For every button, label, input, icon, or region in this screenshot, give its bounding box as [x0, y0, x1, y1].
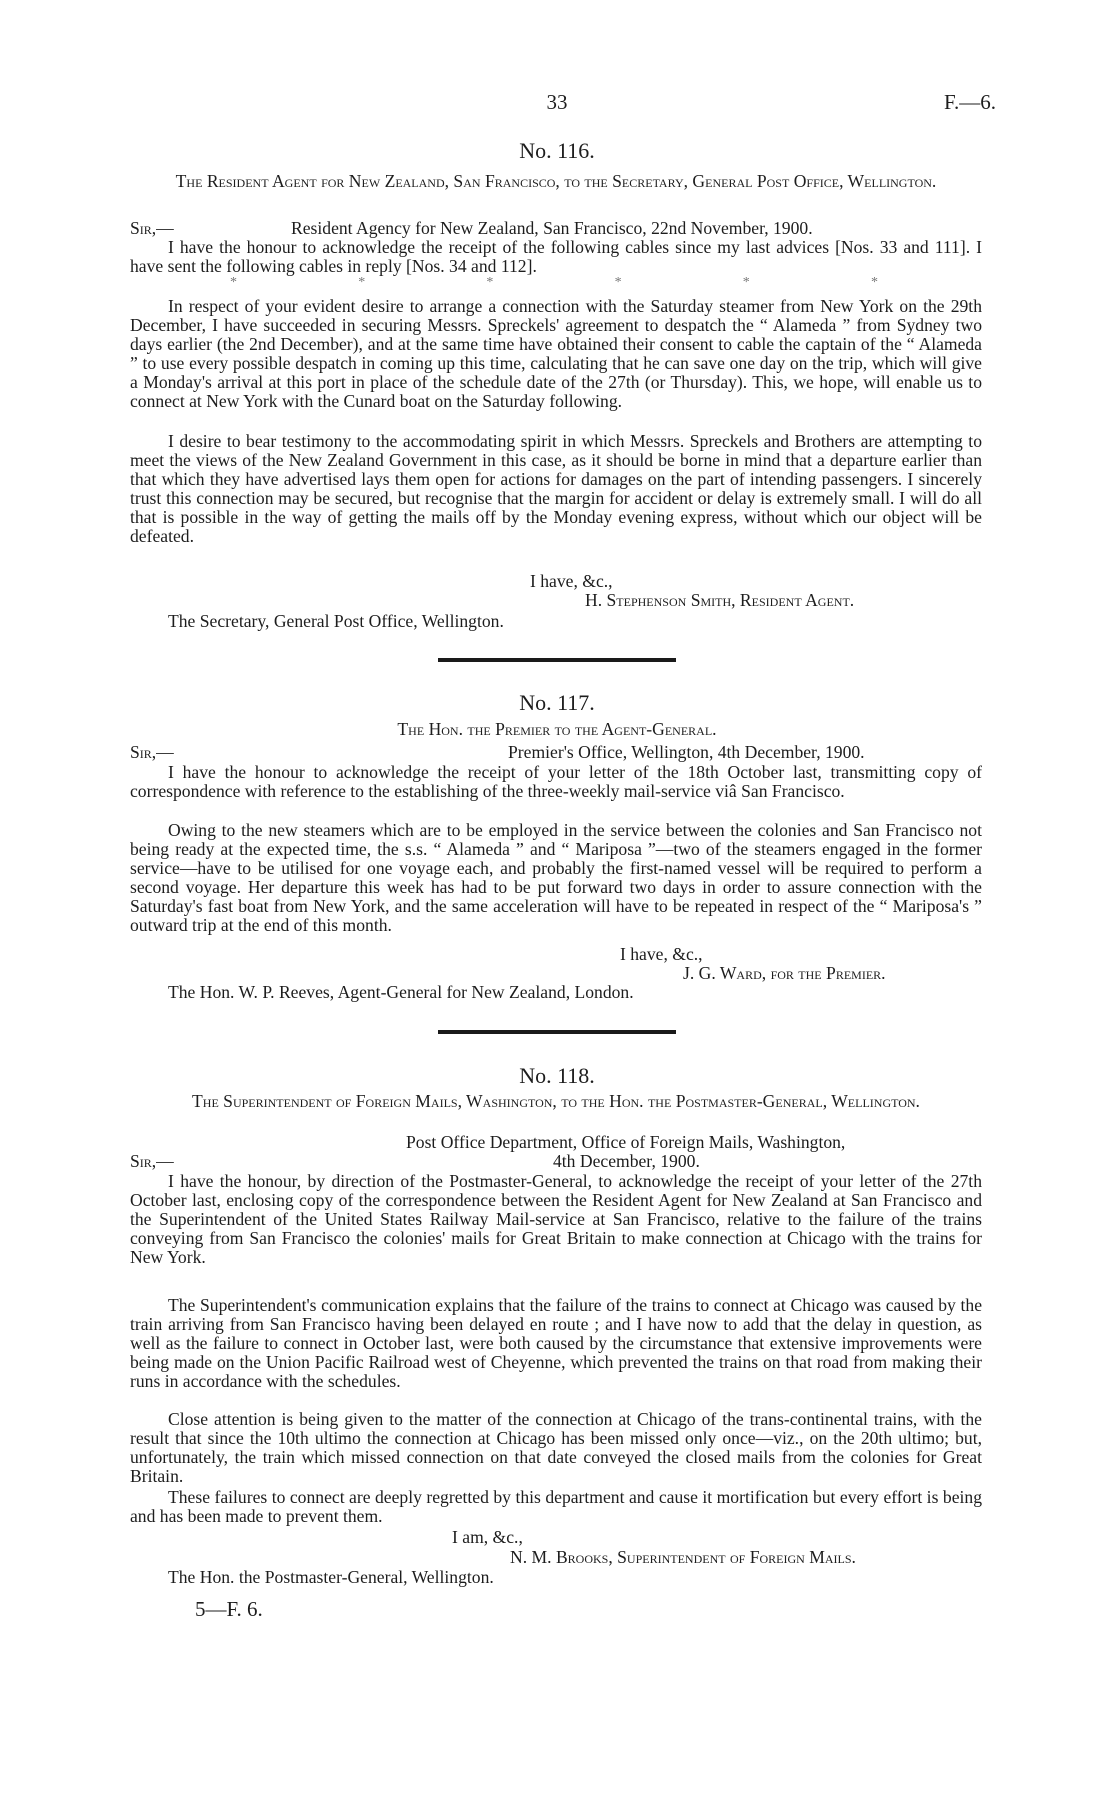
letter-paragraph: I have the honour, by direction of the Postmaster-General, to acknowledge the receipt of your letter of the 27th October last, enclosing copy of the correspondence between the Resident Agent for New Zealand at San Francisco and the Superintendent of the United States Railway Mail-service at San Francisco, relative to the failure of the trains conveying from San Francisco the colonies' mails for Great Britain to make connection at Chicago with the trains for New York. — [130, 1171, 982, 1267]
letter-address: The Superintendent of Foreign Mails, Washington, to the Hon. the Postmaster-General, Wellington. — [192, 1091, 920, 1111]
letter-heading: No. 118. — [519, 1063, 595, 1088]
letter-paragraph: I have the honour to acknowledge the receipt of the following cables since my last advices [Nos. 33 and 111]. I have sent the following cables in reply [Nos. 34 and 112]. — [130, 237, 982, 276]
letter-date: 4th December, 1900. — [553, 1151, 700, 1171]
section-divider — [438, 1030, 676, 1034]
letter-paragraph: In respect of your evident desire to arrange a connection with the Saturday steamer from New York on the 29th December, I have succeeded in securing Messrs. Spreckels' agreement to despatch the “ Alameda ” from Sydney two days earlier (the 2nd December), and at the same time have obtained their consent to cable the captain of the “ Alameda ” to use every possible despatch in coming up this time, calculating that he can save one day on the trip, which will give a Monday's arrival at this port in place of the schedule date of the 27th (or Thursday). This, we hope, will enable us to connect at New York with the Cunard boat on the Saturday following. — [130, 296, 982, 411]
letter-address: The Resident Agent for New Zealand, San Francisco, to the Secretary, General Post Office, Wellington. — [175, 171, 937, 191]
ellipsis-stars — [230, 275, 880, 291]
letter-heading: No. 116. — [519, 138, 595, 163]
closing: I am, &c., — [452, 1527, 523, 1547]
star-icon: * — [358, 275, 368, 290]
salutation: Sir,— — [130, 742, 174, 762]
star-icon: * — [742, 275, 752, 290]
place-date: Premier's Office, Wellington, 4th December, 1900. — [508, 742, 865, 762]
closing: I have, &c., — [530, 571, 613, 591]
letter-paragraph: I desire to bear testimony to the accommodating spirit in which Messrs. Spreckels and Brothers are attempting to meet the views of the New Zealand Government in this case, as it should be borne in mind that a departure earlier than that which they have advertised lays them open for actions for damages on the part of intending passengers. I sincerely trust this connection may be secured, but recognise that the margin for accident or delay is extremely small. I will do all that is possible in the way of getting the mails off by the Monday evening express, without which our object will be defeated. — [130, 431, 982, 546]
letter-paragraph: These failures to connect are deeply regretted by this department and cause it mortification but every effort is being and has been made to prevent them. — [130, 1487, 982, 1526]
place-date: Post Office Department, Office of Foreign Mails, Washington, — [406, 1132, 846, 1152]
recipient: The Hon. W. P. Reeves, Agent-General for New Zealand, London. — [168, 982, 634, 1002]
footer-mark: 5—F. 6. — [195, 1597, 263, 1621]
letter-address: The Hon. the Premier to the Agent-General. — [397, 719, 717, 739]
star-icon: * — [614, 275, 624, 290]
signature: H. Stephenson Smith, Resident Agent. — [585, 590, 855, 610]
star-icon: * — [230, 275, 239, 290]
recipient: The Secretary, General Post Office, Wellington. — [168, 611, 504, 631]
letter-paragraph: Owing to the new steamers which are to be employed in the service between the colonies and San Francisco not being ready at the expected time, the s.s. “ Alameda ” and “ Mariposa ”—two of the steamers engaged in the former service—have to be utilised for one voyage each, and probably the first-named vessel will be required to perform a second voyage. Her departure this week has had to be put forward two days in order to assure connection with the Saturday's fast boat from New York, and the same acceleration will have to be repeated in respect of the “ Mariposa's ” outward trip at the end of this month. — [130, 820, 982, 935]
star-icon: * — [870, 275, 880, 290]
page-reference: F.—6. — [944, 90, 996, 114]
closing: I have, &c., — [620, 944, 703, 964]
letter-paragraph: The Superintendent's communication explains that the failure of the trains to connect at Chicago was caused by the train arriving from San Francisco having been delayed en route ; and I have now to add that the delay in question, as well as the failure to connect in October last, were both caused by the circumstance that extensive improvements were being made on the Union Pacific Railroad west of Cheyenne, which prevented the trains on that road from making their runs in accordance with the schedules. — [130, 1295, 982, 1391]
letter-paragraph: I have the honour to acknowledge the receipt of your letter of the 18th October last, transmitting copy of correspondence with reference to the establishing of the three-weekly mail-service viâ San Francisco. — [130, 762, 982, 801]
letter-paragraph: Close attention is being given to the matter of the connection at Chicago of the trans-continental trains, with the result that since the 10th ultimo the connection at Chicago has been missed only once—viz., on the 20th ultimo; but, unfortunately, the train which missed connection on that date conveyed the closed mails from the colonies for Great Britain. — [130, 1409, 982, 1486]
salutation: Sir,— — [130, 218, 174, 238]
salutation: Sir,— — [130, 1151, 174, 1171]
place-date: Resident Agency for New Zealand, San Francisco, 22nd November, 1900. — [291, 218, 813, 238]
letter-heading: No. 117. — [519, 690, 595, 715]
section-divider — [438, 658, 676, 662]
signature: J. G. Ward, for the Premier. — [683, 963, 886, 983]
recipient: The Hon. the Postmaster-General, Wellington. — [168, 1567, 494, 1587]
star-icon: * — [486, 275, 496, 290]
signature: N. M. Brooks, Superintendent of Foreign Mails. — [510, 1547, 856, 1567]
page-number: 33 — [546, 90, 568, 114]
